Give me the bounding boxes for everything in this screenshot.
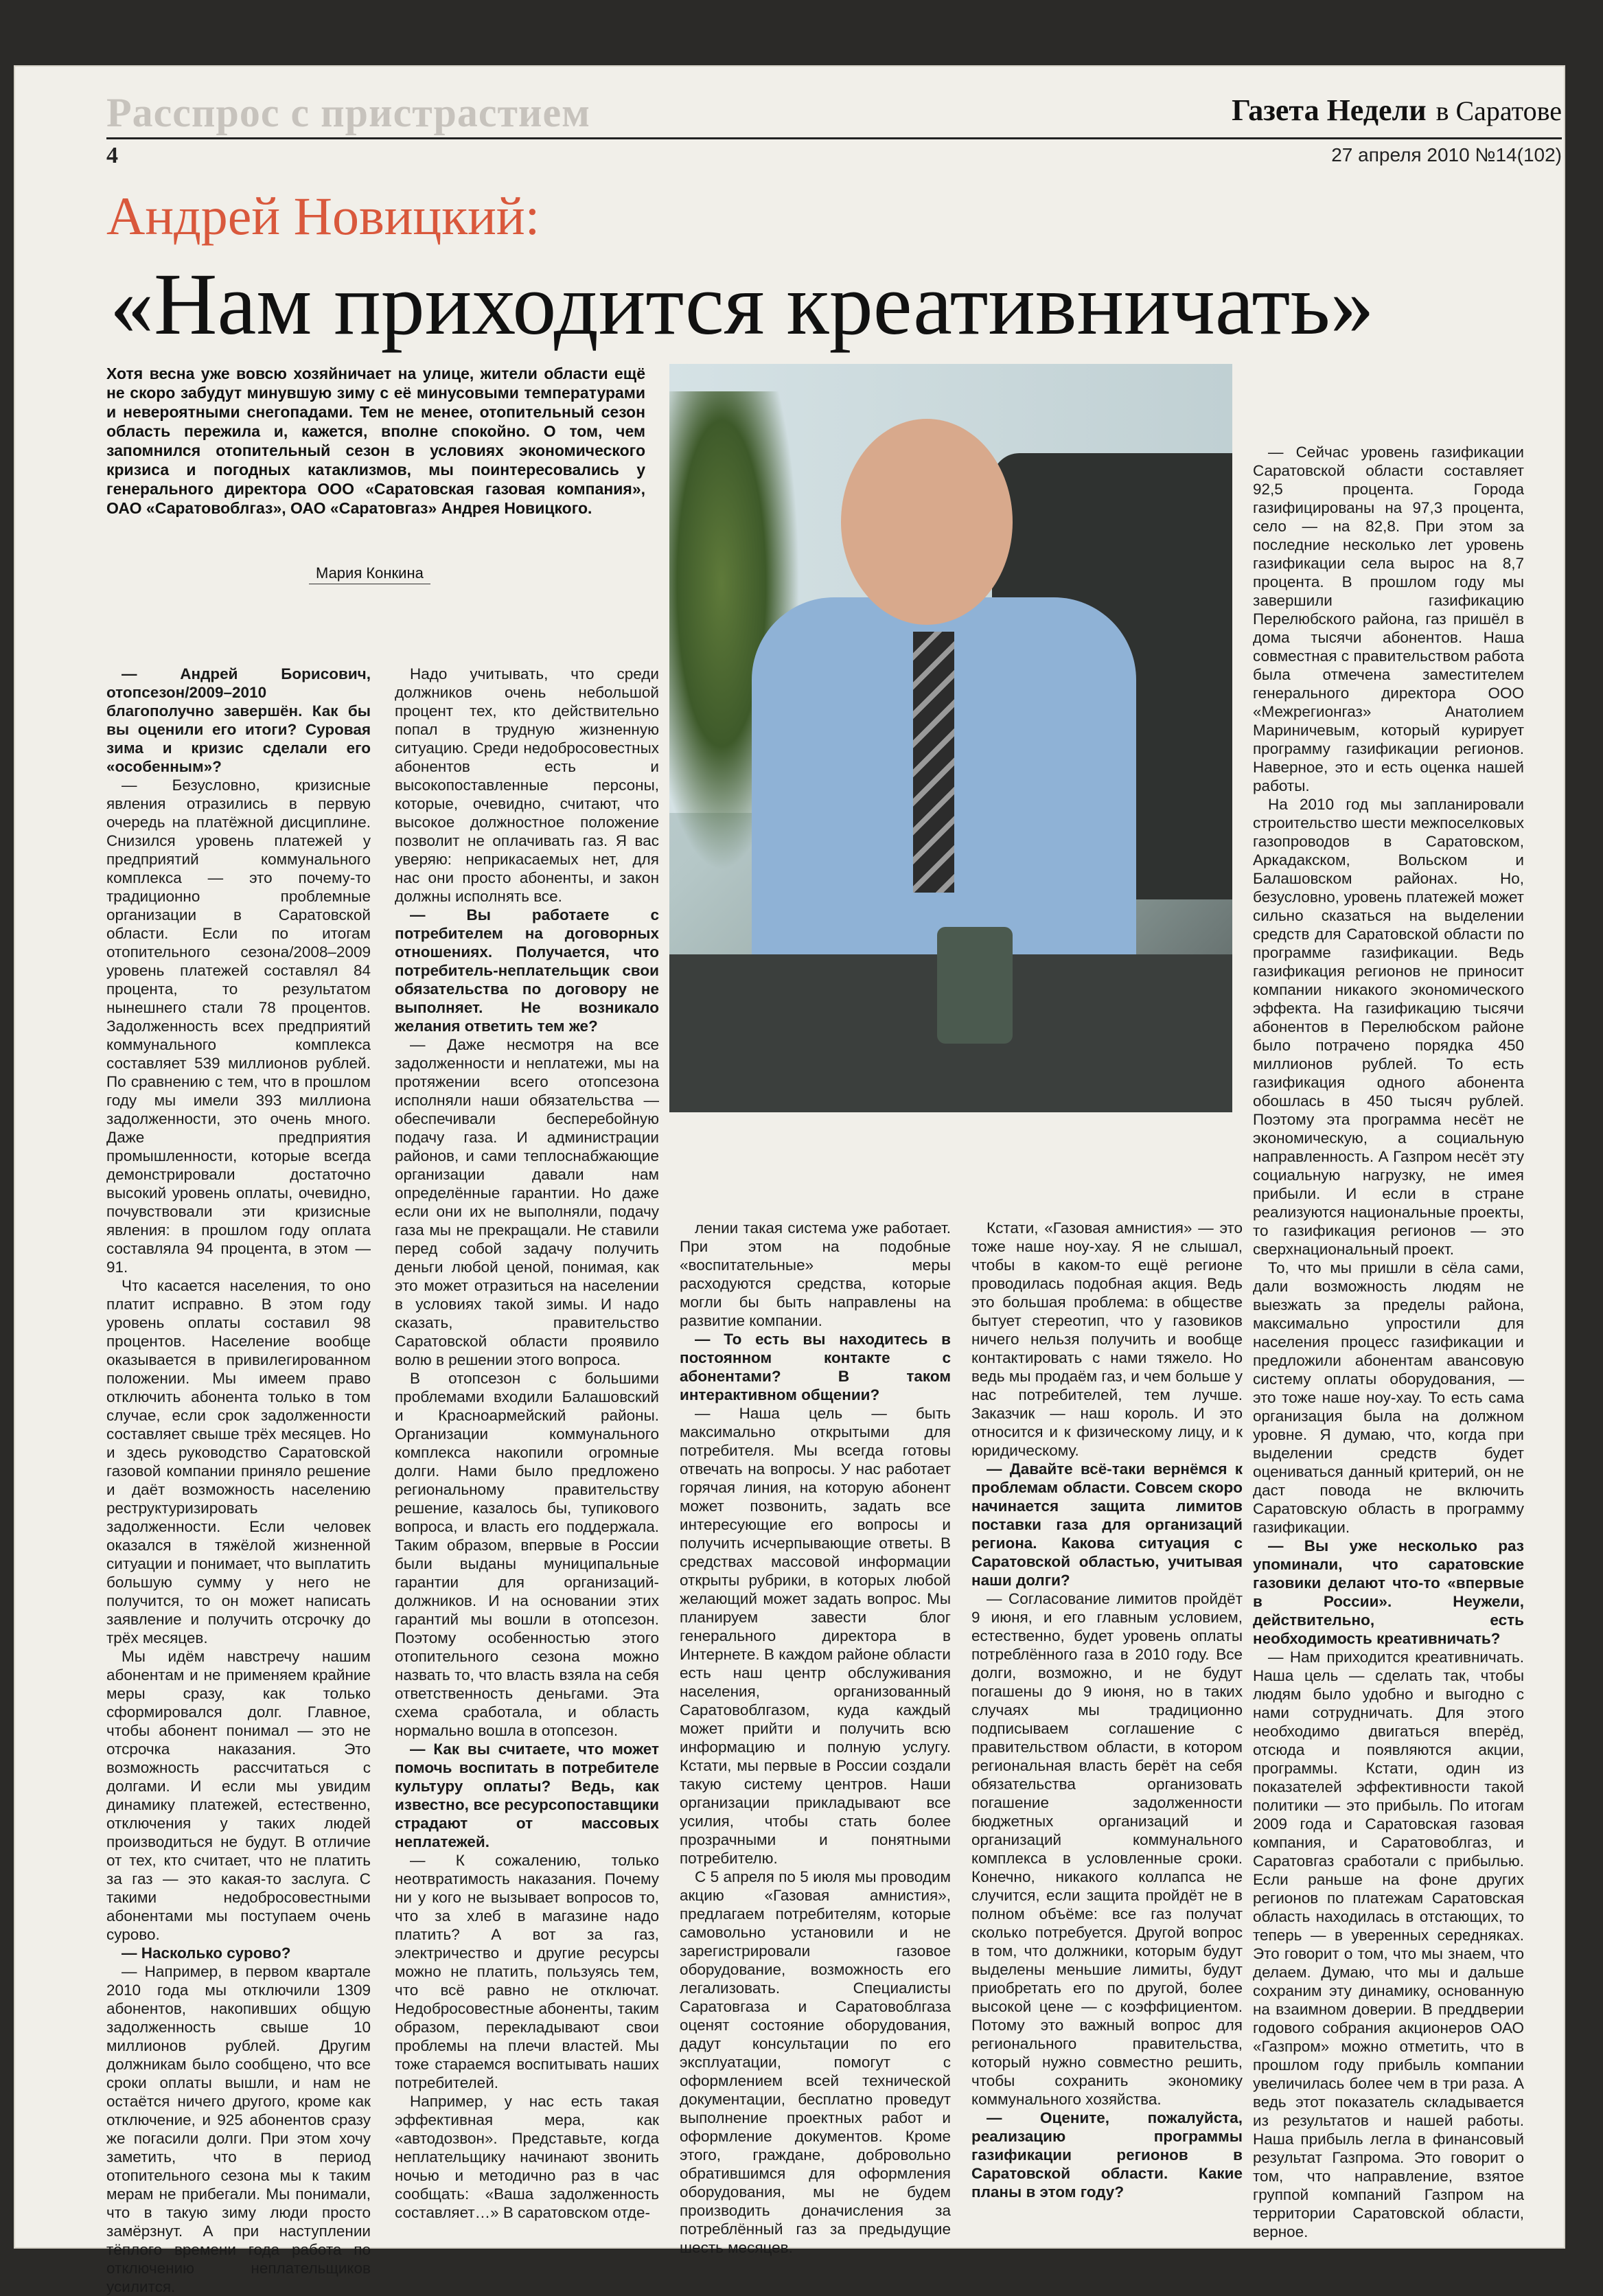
article-headline: «Нам приходится креативничать» [110,255,1374,353]
answer-paragraph: — Например, в первом квартале 2010 года мы отключили 1309 абонентов, накопивших общую задолженность свыше 10 миллионов рублей. Другим должникам было сообщено, что все сроки оплаты вышли, и нам не остаётся ничего другого, кроме как отключение, и 925 абонентов сразу же погасили долги. При этом хочу заметить, что в период отопительного сезона мы к таким мерам не прибегали. Мы понимали, что в такую зиму люди просто замёрзнут. А при наступлении тёплого времени года работа по отключению неплательщиков усилится. [106,1963,371,2295]
question-paragraph: — Насколько сурово? [122,1944,291,1962]
answer-paragraph: Мы идём навстречу нашим абонентам и не применяем крайние меры сразу, как только сформировался долг. Главное, чтобы абонент понимал — это не отсрочка наказания. Это возможность рассчитаться с долгами. И если мы увидим динамику платежей, естественно, отключения у таких людей производиться не будут. В отличие от тех, кто считает, что не платить за газ — это какая-то заслуга. С такими недобросовестными абонентами мы поступаем очень сурово. [106,1648,371,1943]
answer-paragraph: Надо учитывать, что среди должников очень небольшой процент тех, кто действительно попал в трудную жизненную ситуацию. Среди недобросовестных абонентов есть и высокопоставленные персоны, которые, очевидно, считают, что высокое должностное положение позволит не оплачивать газ. Я вас уверяю: неприкасаемых нет, для нас они просто абоненты, и закон должны исполнять все. [395,665,659,905]
answer-paragraph: — Сейчас уровень газификации Саратовской области составляет 92,5 процента. Города газифицированы на 97,3 процента, село — на 82,8. При этом за последние несколько лет уровень газификации села вырос на 8,7 процента. В прошлом году мы завершили газификацию Перелюбского района, газ пришёл в дома тысячи абонентов. Наша совместная с правительством работа была отмечена заместителем генерального директора ООО «Межрегионгаз» Анатолием Мариничевым, который курирует программу газификации регионов. Наверное, это и есть оценка нашей работы. [1253,444,1524,794]
issue-date: 27 апреля 2010 №14(102) [1331,144,1562,165]
article-lead: Хотя весна уже вовсю хозяйничает на улице, жители области ещё не скоро забудут минувшую зиму с её минусовыми температурами и невероятными снегопадами. Тем не менее, отопительный сезон область пережила и, кажется, вполне спокойно. О том, чем запомнился отопительный сезон в условиях экономического кризиса и погодных катаклизмов, мы поинтересовались у генерального директора ООО «Саратовская газовая компания», ОАО «Саратовоблгаз», ОАО «Саратовгаз» Андрея Новицкого. [106,365,645,517]
text-column-3 [680,1219,951,2257]
photo-tie [913,632,954,893]
text-column-2 [395,665,659,2222]
text-column-4 [971,1219,1243,2201]
question-paragraph: — Давайте всё-таки вернёмся к проблемам области. Совсем скоро начинается защита лимитов поставки газа для организаций региона. Какова ситуация с Саратовской областью, учитывая наши долги? [971,1460,1243,1589]
answer-paragraph: То, что мы пришли в сёла сами, дали возможность людям не выезжать за пределы района, максимально упростили для населения процесс газификации и предложили абонентам авансовую систему оплаты оборудования, — это тоже наше ноу-хау. То есть сама организация была на должном уровне. Я думаю, что, когда при выделении средств будет оцениваться данный критерий, он не даст повода не включить Саратовскую область в программу газификации. [1253,1259,1524,1536]
answer-paragraph: — Даже несмотря на все задолженности и неплатежи, мы на протяжении всего отопсезона исполняли наши обязательства — обеспечивали бесперебойную подачу газа. И администрации районов, и сами теплоснабжающие организации давали нам определённые гарантии. Но даже если они их не выполняли, подачу газа мы не прекращали. Не ставили перед собой задачу получить деньги любой ценой, понимая, как это может отразиться на населении в условиях такой зимы. И надо сказать, правительство Саратовской области проявило волю в решении этого вопроса. [395,1036,659,1368]
masthead [1232,93,1562,128]
text-column-5 [1253,443,1524,2241]
question-paragraph: — Как вы считаете, что может помочь воспитать в потребителе культуру оплаты? Ведь, как известно, все ресурсопоставщики страдают от массовых неплатежей. [395,1741,659,1850]
section-rubric: Расспрос с пристрастием [106,90,591,135]
portrait-photo [669,364,1232,1112]
answer-paragraph: С 5 апреля по 5 июля мы проводим акцию «Газовая амнистия», предлагаем потребителям, которые самовольно установили и не зарегистрировали газовое оборудование, возможность его легализовать. Специалисты Саратовгаза и Саратовоблгаза оценят состояние оборудования, дадут консультации по его эксплуатации, помогут с оформлением всей технической документации, бесплатно проведут выполнение проектных работ и оформление документов. Кроме этого, граждане, добровольно обратившимся для оформления оборудования, мы не будем производить доначисления за потреблённый газ за предыдущие шесть месяцев. [680,1868,951,2256]
answer-paragraph: Что касается населения, то оно платит исправно. В этом году уровень оплаты составил 98 процентов. Население вообще оказывается в привилегированном положении. Мы имеем право отключить абонента только в том случае, если срок задолженности составляет свыше трёх месяцев. Но и здесь руководство Саратовской газовой компании приняло решение и даёт возможность населению реструктуризировать задолженности. Если человек оказался в тяжёлой жизненной ситуации и понимает, что выплатить большую сумму у него не получится, то он может написать заявление и получить отсрочку до трёх месяцев. [106,1277,371,1646]
answer-paragraph: Например, у нас есть такая эффективная мера, как «автодозвон». Представьте, когда неплательщику начинают звонить ночью и методично раз в час сообщать: «Ваша задолженность составляет…» В саратовском отде- [395,2093,659,2221]
text-column-1 [106,665,371,2296]
interviewee-name: Андрей Новицкий: [106,186,540,246]
answer-paragraph: — Нам приходится креативничать. Наша цель — сделать так, чтобы людям было удобно и выгодно с нами сотрудничать. Для этого необходимо двигаться вперёд, отсюда и появляются акции, программы. Кстати, один из показателей эффективности такой политики — это прибыль. По итогам 2009 года и Саратовская газовая компания, и Саратовоблгаз, и Саратовгаз сработали с прибылью. Если раньше на фоне других регионов по платежам Саратовская область находилась в отстающих, то теперь — в уверенных середняках. Это говорит о том, что мы знаем, что делаем. Думаю, что мы и дальше сохраним эту динамику, основанную на взаимном доверии. В преддверии годового собрания акционеров ОАО «Газпром» можно отметить, что в прошлом году прибыль компании увеличилась более чем в три раза. А ведь этот показатель складывается из результатов и нашей работы. Наша прибыль легла в финансовый результат Газпрома. Это говорит о том, что направление, взятое группой компаний Газпром на территории Саратовской области, верное. [1253,1649,1524,2240]
answer-paragraph: — К сожалению, только неотвратимость наказания. Почему ни у кого не вызывает вопросов то, что за хлеб в магазине надо платить? А вот за газ, электричество и другие ресурсы можно не платить, пользуясь тем, что всё равно не отключат. Недобросовестные абоненты, таким образом, перекладывают свои проблемы на плечи властей. Мы тоже стараемся воспитывать наших потребителей. [395,1852,659,2091]
photo-cup [937,927,1013,1044]
answer-paragraph: лении такая система уже работает. При этом на подобные «воспитательные» меры расходуются средства, которые могли бы быть направлены на развитие компании. [680,1219,951,1329]
photo-person-head [841,419,1013,625]
answer-paragraph: — Согласование лимитов пройдёт 9 июня, и его главным условием, естественно, будет уровень оплаты потреблённого газа в 2010 году. Все долги, возможно, и не будут погашены до 9 июня, но в таких случаях мы традиционно подписываем соглашение с правительством области, в котором региональная власть берёт на себя обязательства организовать погашение задолженности бюджетных организаций и организаций коммунального комплекса в условленные сроки. Конечно, никакого коллапса не случится, если защита пройдёт не в полном объёме: все газ получат сколько потребуется. Другой вопрос в том, что должники, которым будут выделены меньшие лимиты, будут приобретать его по другой, более высокой цене — с коэффициентом. Потому это важный вопрос для регионального правительства, который нужно совместно решить, чтобы сохранить экономику коммунального хозяйства. [971,1590,1243,2108]
answer-paragraph: Кстати, «Газовая амнистия» — это тоже наше ноу-хау. Я не слышал, чтобы в каком-то ещё регионе проводилась подобная акция. Ведь это большая проблема: в обществе бытует стереотип, что у газовиков ничего нельзя получить и вообще контактировать с нами тяжело. Но ведь мы продаём газ, и чем больше у нас потребителей, тем лучше. Заказчик — наш король. И это относится и к физическому лицу, и к юридическому. [971,1219,1243,1459]
question-paragraph: — То есть вы находитесь в постоянном контакте с абонентами? В таком интерактивном общении? [680,1331,951,1403]
question-paragraph: — Вы уже несколько раз упоминали, что саратовские газовики делают что-то «впервые в России». Неужели, действительно, есть необходимость креативничать? [1253,1537,1524,1647]
masthead-city: в Саратове [1435,95,1562,126]
answer-paragraph: На 2010 год мы запланировали строительство шести межпоселковых газопроводов в Саратовском, Аркадакском, Вольском и Балашовском районах. Но, безусловно, уровень платежей может сильно сказаться на выделении средств для Саратовской области по программе газификации. Ведь газификация регионов не приносит компании никакого экономического эффекта. На газификацию тысячи абонентов в Перелюбском районе было потрачено порядка 450 миллионов рублей. То есть газификация одного абонента обошлась в 450 тысяч рублей. Поэтому эта программа несёт не экономическую, а социальную направленность. А Газпром несёт эту социальную нагрузку, не имея прибыли. И если в стране реализуются национальные проекты, то газификация регионов — это сверхнациональный проект. [1253,796,1524,1258]
article-author: Мария Конкина [309,564,430,584]
question-paragraph: — Вы работаете с потребителем на договорных отношениях. Получается, что потребитель-неплательщик свои обязательства по договору не выполняет. Не возникало желания ответить тем же? [395,906,659,1035]
answer-paragraph: — Безусловно, кризисные явления отразились в первую очередь на платёжной дисциплине. Снизился уровень платежей у предприятий коммунального комплекса — это почему-то традиционно проблемные организации в Саратовской области. Если по итогам отопительного сезона/2008–2009 уровень платежей составлял 84 процента, то результатом нынешнего стали 78 процентов. Задолженность всех предприятий коммунального комплекса составляет 539 миллионов рублей. По сравнению с тем, что в прошлом году мы имели 393 миллиона задолженности, это очень много. Даже предприятия промышленности, которые всегда демонстрировали достаточно высокий уровень оплаты, очевидно, почувствовали эти кризисные явления: в прошлом году оплата составляла 94 процента, в этом — 91. [106,777,371,1276]
page-number: 4 [106,143,118,168]
question-paragraph: — Андрей Борисович, отопсезон/2009–2010 благополучно завершён. Как бы вы оценили его итоги? Суровая зима и кризис сделали его «особенным»? [106,665,371,775]
answer-paragraph: — Наша цель — быть максимально открытыми для потребителя. Мы всегда готовы отвечать на вопросы. У нас работает горячая линия, на которую абонент может позвонить, задать все интересующие его вопросы и получить исчерпывающие ответы. В средствах массовой информации открыты рубрики, в которых любой желающий может задать вопрос. Мы планируем завести блог генерального директора в Интернете. В каждом районе области есть наш центр обслуживания населения, организованный Саратовоблгазом, куда каждый может прийти и получить всю информацию и полную услугу. Кстати, мы первые в России создали такую систему центров. Наши организации прикладывают все усилия, чтобы стать более прозрачными и понятными потребителю. [680,1405,951,1867]
header-rule [106,137,1562,139]
question-paragraph: — Оцените, пожалуйста, реализацию программы газификации регионов в Саратовской области. Какие планы в этом году? [971,2109,1243,2201]
masthead-name: Газета Недели [1232,93,1427,127]
answer-paragraph: В отопсезон с большими проблемами входили Балашовский и Красноармейский районы. Организации коммунального комплекса накопили огромные долги. Нами было предложено региональному правительству решение, казалось бы, тупикового вопроса, и власть его поддержала. Таким образом, впервые в России были выданы муниципальные гарантии для организаций-должников. И на основании этих гарантий мы вошли в отопсезон. Поэтому особенностью этого отопительного сезона можно назвать то, что власть взяла на себя ответственность деньгами. Эта схема сработала, и область нормально вошла в отопсезон. [395,1370,659,1739]
